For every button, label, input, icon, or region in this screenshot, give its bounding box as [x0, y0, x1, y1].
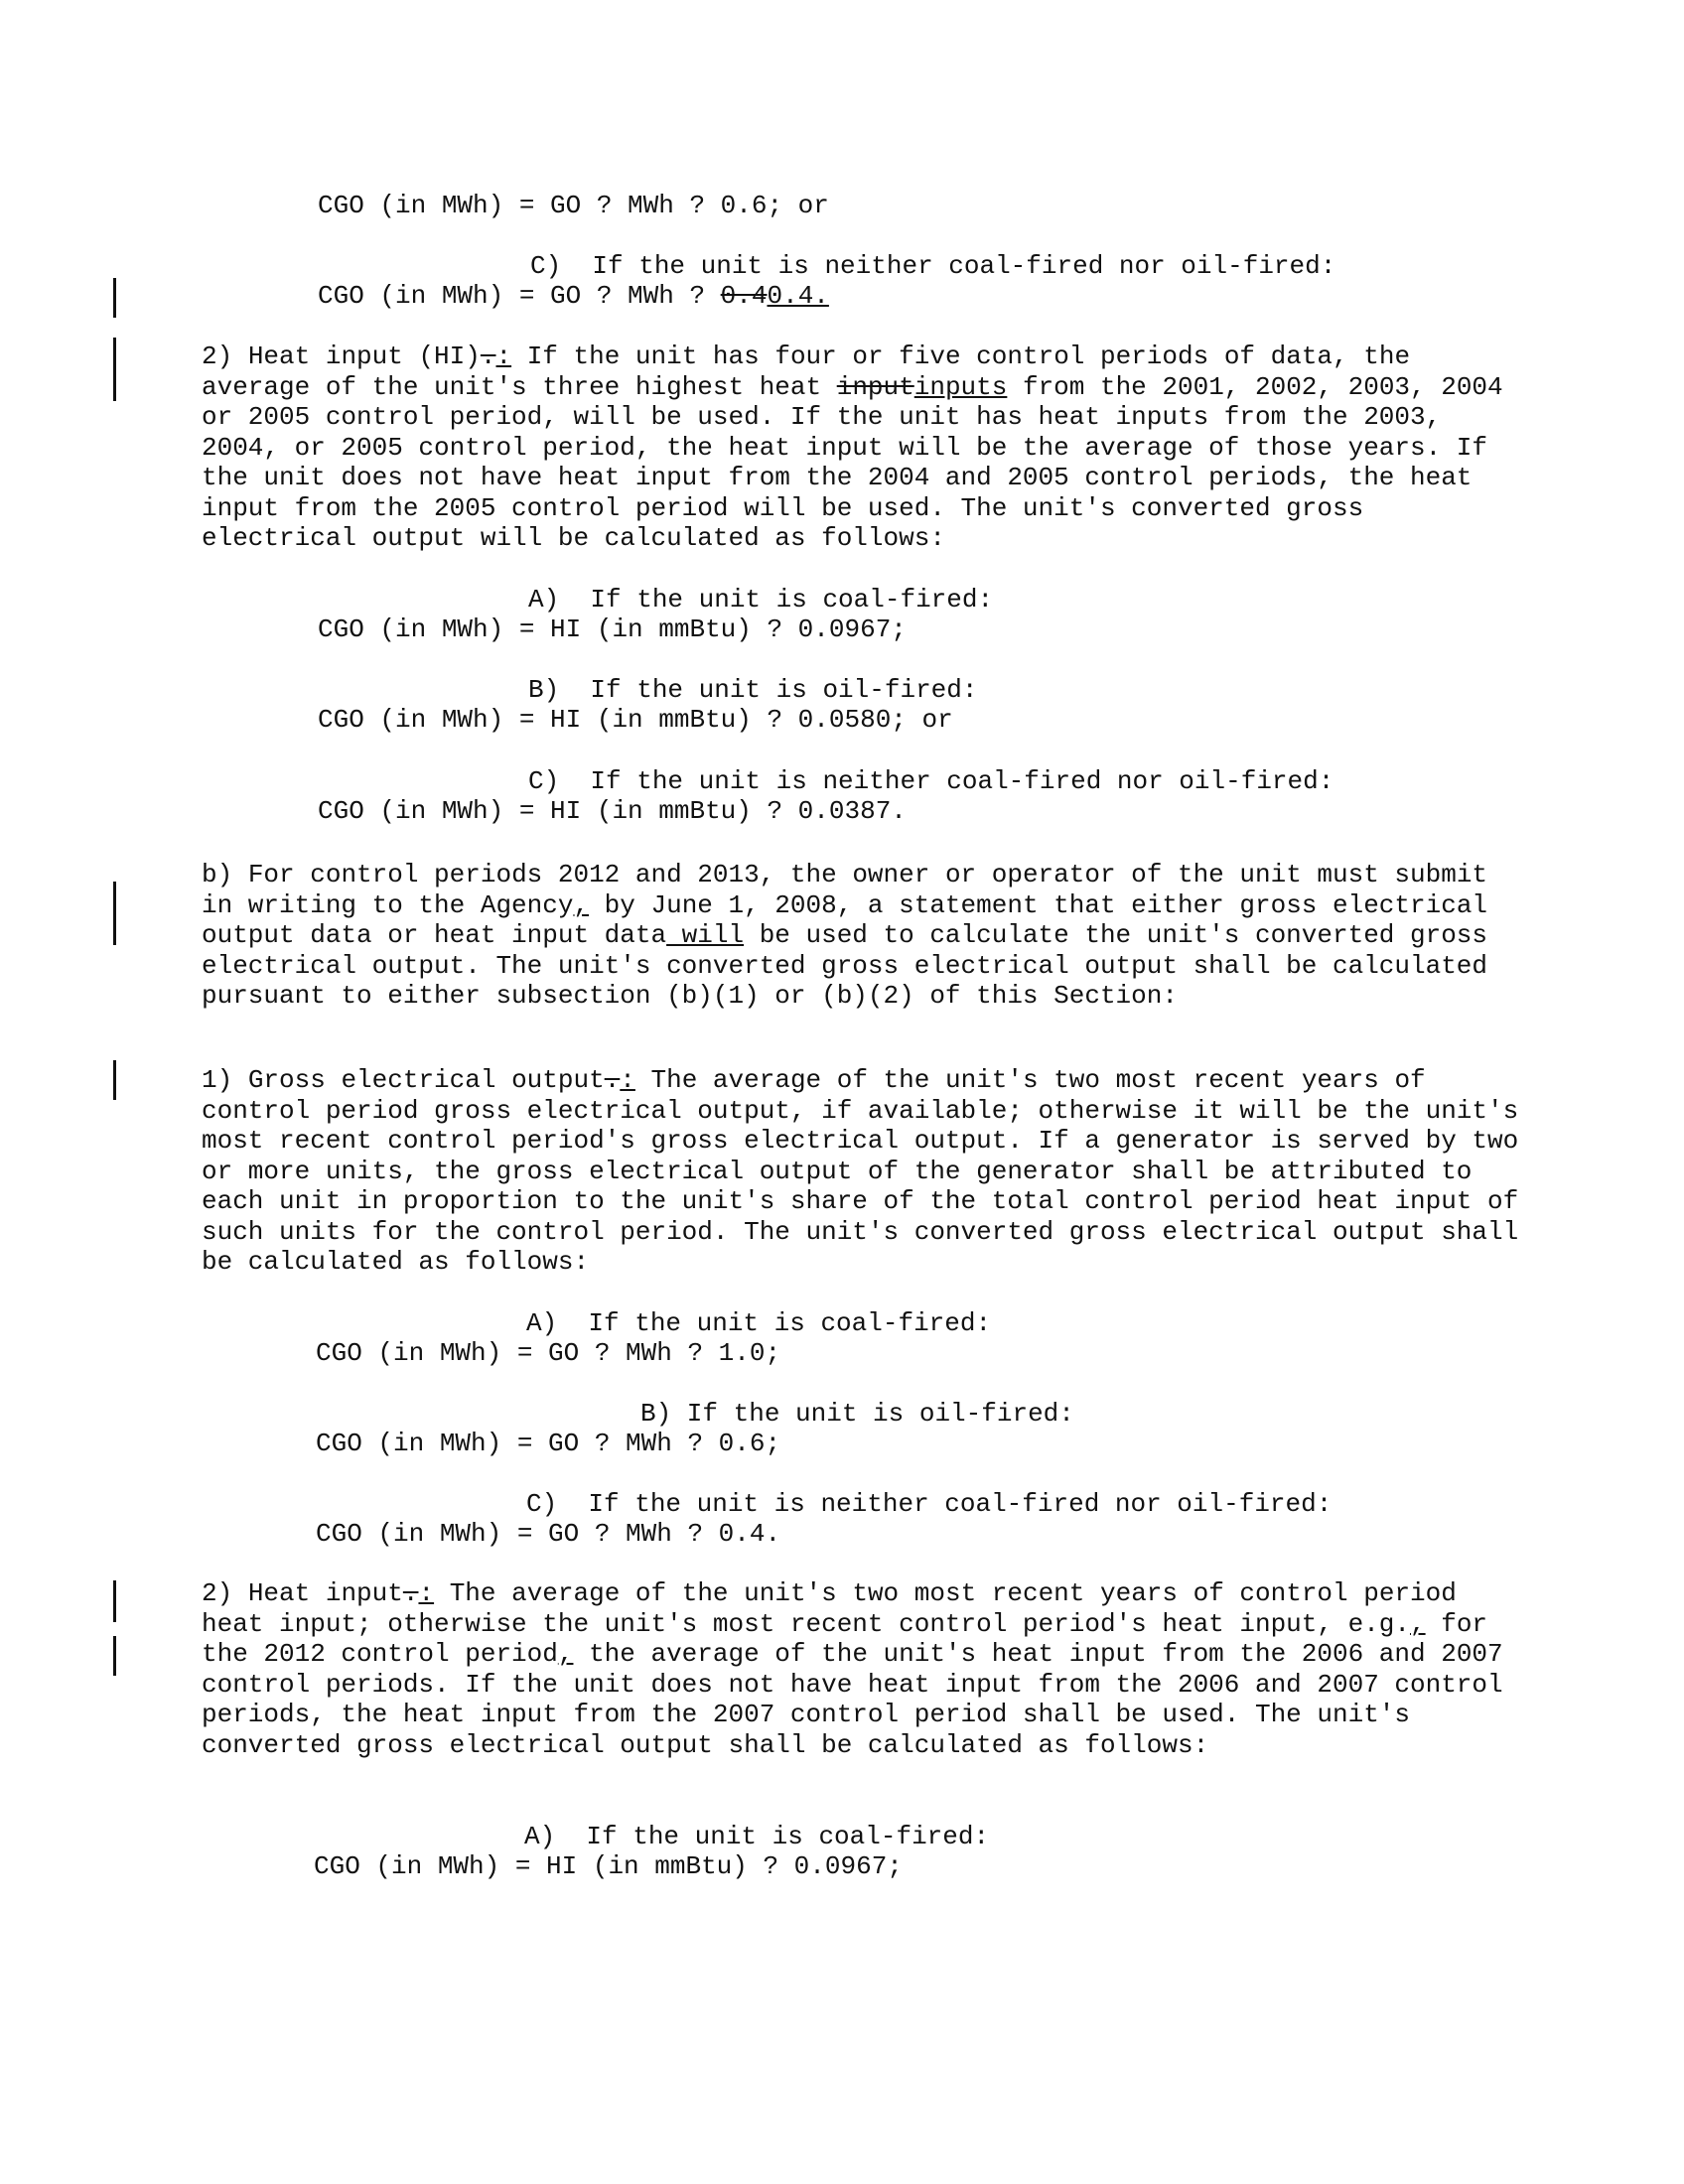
item-number: 1)	[202, 1065, 233, 1095]
paragraph-heat-input-b2	[202, 1578, 1532, 1760]
paragraph-text: from the 2001, 2002, 2003, 2004 or 2005 control period, will be used. If the unit has heat inputs from the 2003, 2004, or 2005 control period, the heat input will be the average of those years. If the unit does not have heat input from the 2004 and 2005 control periods, the heat input from the 2005 control period will be used. The unit's converted gross electrical output will be calculated as follows:	[202, 371, 1503, 553]
paragraph-b	[202, 860, 1532, 1012]
change-bar	[113, 1060, 116, 1100]
change-bar	[113, 1636, 116, 1676]
formula-line: CGO (in MWh) = GO ? MWh ? 0.4.	[316, 1519, 781, 1549]
item-number: 2)	[202, 341, 233, 371]
item-title: Heat input (HI)	[247, 341, 481, 371]
formula-line: CGO (in MWh) = HI (in mmBtu) ? 0.0967;	[318, 614, 907, 644]
formula-line	[318, 281, 829, 312]
paragraph-text: by June 1, 2008, a statement that either gross electrical output data or heat input data	[202, 889, 1488, 950]
inserted-text: ,	[1410, 1608, 1426, 1639]
paragraph-text: For control periods 2012 and 2013, the owner or operator of the unit must submit in writing to the Agency	[202, 860, 1488, 920]
deleted-text: .	[604, 1065, 621, 1095]
formula-line: CGO (in MWh) = GO ? MWh ? 0.6;	[316, 1429, 781, 1458]
formula-line: CGO (in MWh) = GO ? MWh ? 1.0;	[316, 1338, 781, 1368]
condition-heading: A) If the unit is coal-fired:	[526, 1308, 992, 1338]
deleted-text: 0.4	[720, 281, 768, 311]
condition-heading: C) If the unit is neither coal-fired nor oil-fired:	[526, 1489, 1333, 1519]
inserted-text: will	[666, 920, 745, 950]
change-bar	[113, 338, 116, 401]
change-bar	[113, 882, 116, 945]
paragraph-text: the average of the unit's heat input from the 2006 and 2007 control periods. If the unit does not have heat input from the 2006 and 2007 control periods, the heat input from the 2007 control period shall be used. The unit's converted gross electrical output shall be calculated as follows:	[202, 1639, 1503, 1760]
condition-heading: A) If the unit is coal-fired:	[528, 585, 994, 614]
paragraph-text: The average of the unit's two most recent years of control period heat input; otherwise the unit's most recent control period's heat input, e.g.	[202, 1578, 1457, 1639]
condition-heading: A) If the unit is coal-fired:	[524, 1822, 990, 1851]
formula-line: CGO (in MWh) = HI (in mmBtu) ? 0.0967;	[314, 1851, 903, 1881]
paragraph-heat-input-a2	[202, 341, 1532, 554]
inserted-text: :	[495, 341, 512, 371]
inserted-text: :	[418, 1578, 435, 1608]
item-title: Heat input	[247, 1578, 403, 1608]
paragraph-text: for the 2012 control period	[202, 1608, 1488, 1669]
inserted-text: 0.4.	[767, 281, 829, 311]
change-bar	[113, 1580, 116, 1622]
paragraph-gross-electrical-output-b1	[202, 1065, 1532, 1278]
deleted-text: .	[480, 341, 496, 371]
formula-line: CGO (in MWh) = GO ? MWh ? 0.6; or	[318, 191, 829, 220]
formula-line: CGO (in MWh) = HI (in mmBtu) ? 0.0387.	[318, 796, 907, 826]
change-bar	[113, 278, 116, 318]
inserted-text: inputs	[913, 371, 1008, 402]
condition-heading: C) If the unit is neither coal-fired nor oil-fired:	[528, 766, 1334, 796]
formula-text: CGO (in MWh) = GO ? MWh ?	[318, 281, 721, 311]
deleted-text: input	[836, 371, 914, 402]
inserted-text: :	[620, 1065, 635, 1095]
inserted-text: ,	[557, 1639, 574, 1669]
condition-heading: B) If the unit is oil-fired:	[528, 675, 978, 705]
deleted-text: .	[402, 1578, 419, 1608]
paragraph-text: If the unit has four or five control periods of data, the average of the unit's three highest heat	[202, 341, 1411, 402]
item-number: 2)	[202, 1578, 233, 1608]
condition-heading: B) If the unit is oil-fired:	[640, 1399, 1074, 1429]
formula-line: CGO (in MWh) = HI (in mmBtu) ? 0.0580; or	[318, 705, 953, 735]
item-title: Gross electrical output	[247, 1065, 605, 1095]
paragraph-text: be used to calculate the unit's converted gross electrical output. The unit's converted gross electrical output shall be calculated pursuant to either subsection (b)(1) or (b)(2) of this Section:	[202, 920, 1488, 1011]
item-number: b)	[202, 860, 233, 889]
paragraph-text: The average of the unit's two most recent years of control period gross electrical output, if available; otherwise it will be the unit's most recent control period's gross electrical output. If a generator is served by two or more units, the gross electrical output of the generator shall be attributed to each unit in proportion to the unit's share of the total control period heat input of such units for the control period. The unit's converted gross electrical output shall be calculated as follows:	[202, 1065, 1519, 1277]
inserted-text: ,	[573, 889, 590, 920]
condition-heading: C) If the unit is neither coal-fired nor oil-fired:	[530, 251, 1336, 281]
